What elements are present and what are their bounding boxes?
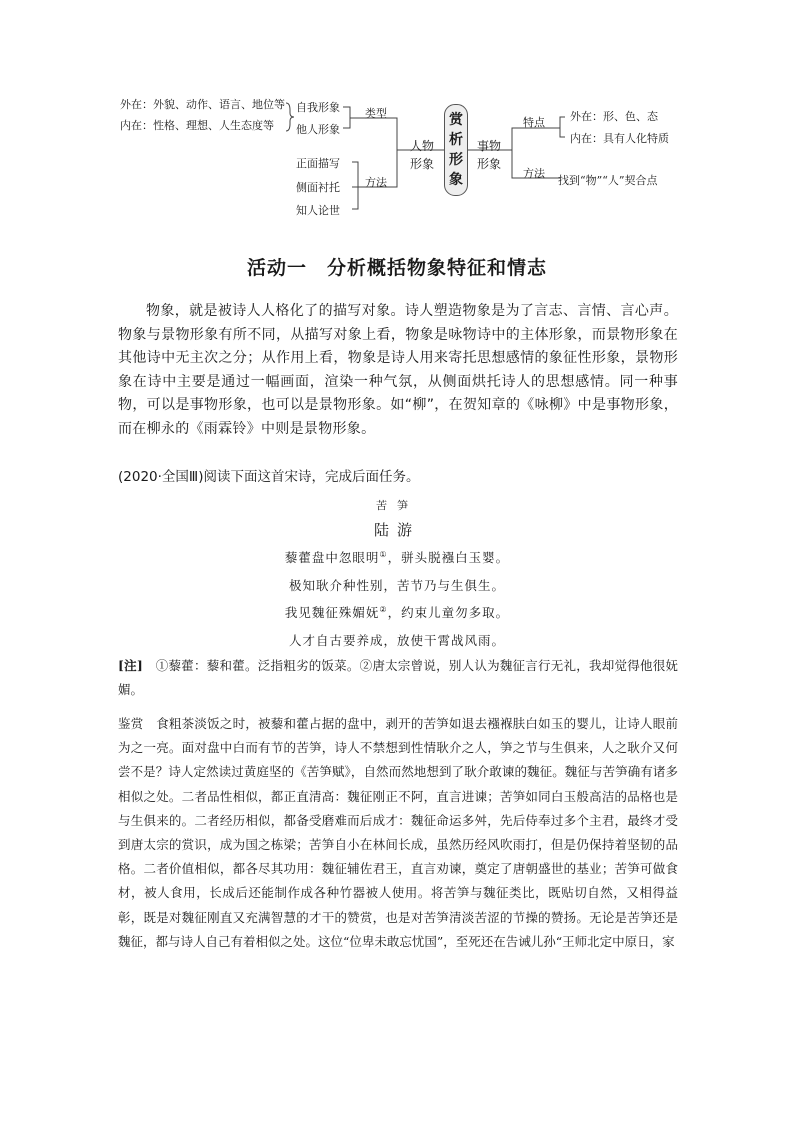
center-char: 赏 bbox=[449, 112, 463, 128]
footnote-mark: ① bbox=[379, 549, 388, 559]
inner-feature-label: 内在：具有人化特质 bbox=[570, 132, 669, 145]
thing-image-line1: 事物 bbox=[477, 139, 502, 153]
center-char: 象 bbox=[449, 172, 463, 188]
side-contrast-label: 侧面衬托 bbox=[296, 181, 340, 194]
method-label-left: 方法 bbox=[365, 176, 387, 189]
center-char: 析 bbox=[449, 132, 463, 148]
left-outer-desc: 外在：外貌、动作、语言、地位等 bbox=[120, 98, 285, 111]
poem-line: 藜藿盘中忽眼明①，骈头脱襁白玉婴。 bbox=[284, 549, 510, 565]
center-char: 形 bbox=[449, 152, 463, 168]
poem-line: 我见魏征殊媚妩②，约束儿童勿多取。 bbox=[284, 604, 510, 620]
poem-line: 极知耿介种性别，苦节乃与生俱生。 bbox=[288, 578, 505, 593]
direct-desc-label: 正面描写 bbox=[296, 157, 340, 170]
type-label: 类型 bbox=[365, 107, 387, 120]
section-title: 活动一 分析概括物象特征和情志 bbox=[246, 257, 547, 279]
left-brace bbox=[286, 103, 294, 131]
poem-author: 陆游 bbox=[373, 521, 420, 539]
appreciation-block bbox=[118, 712, 678, 954]
footnote-mark: ② bbox=[379, 604, 388, 614]
method-label-right: 方法 bbox=[523, 167, 545, 180]
feature-label: 特点 bbox=[523, 116, 545, 129]
other-image-label: 他人形象 bbox=[296, 123, 340, 136]
outer-feature-label: 外在：形、色、态 bbox=[570, 110, 658, 123]
bracket-type bbox=[343, 107, 350, 128]
thing-image-line2: 形象 bbox=[477, 157, 502, 171]
person-image-line2: 形象 bbox=[410, 157, 435, 171]
center-node-analyze-image bbox=[444, 104, 468, 196]
note-text: ①藜藿：藜和藿。泛指粗劣的饭菜。②唐太宗曾说，别人认为魏征言行无礼，我却觉得他很妩媚。 bbox=[118, 658, 678, 697]
intro-paragraph: 物象，就是被诗人人格化了的描写对象。诗人塑造物象是为了言志、言情、言心声。物象与景物形象有所不同，从描写对象上看，物象是咏物诗中的主体形象，而景物形象在其他诗中无主次之分；从作用上看，物象是诗人用来寄托思想感情的象征性形象，景物形象在诗中主要是通过一幅画面，渲染一种气氛，从侧面烘托诗人的思想感情。同一种事物，可以是事物形象，也可以是景物形象。如“柳”，在贺知章的《咏柳》中是事物形象，而在柳永的《雨霖铃》中则是景物形象。 bbox=[118, 303, 678, 437]
know-person-label: 知人论世 bbox=[296, 204, 340, 217]
left-inner-desc: 内在：性格、理想、人生态度等 bbox=[120, 119, 274, 132]
note-label: [注] bbox=[118, 658, 143, 673]
source-line: (2020·全国Ⅲ)阅读下面这首宋诗，完成后面任务。 bbox=[118, 469, 420, 485]
poem-line: 人才自古要养成，放使干霄战风雨。 bbox=[288, 633, 505, 648]
appreciation-text: 食粗茶淡饭之时，被藜和藿占据的盘中，剥开的苦笋如退去襁褓肤白如玉的婴儿，让诗人眼前为之一亮。面对盘中白而有节的苦笋，诗人不禁想到性情耿介之人，笋之节与生俱来，人之耿介又何尝不是？诗人定然读过黄庭坚的《苦笋赋》，自然而然地想到了耿介敢谏的魏征。魏征与苦笋确有诸多相似之处。二者品性相似，都正直清高：魏征刚正不阿，直言进谏；苦笋如同白玉般高洁的品格也是与生俱来的。二者经历相似，都备受磨难而后成才：魏征命运多舛，先后侍奉过多个主君，最终才受到唐太宗的赏识，成为国之栋梁；苦笋自小在林间长成，虽然历经风吹雨打，但是仍保持着坚韧的品格。二者价值相似，都各尽其功用：魏征辅佐君王，直言劝谏，奠定了唐朝盛世的基业；苦笋可做食材，被人食用，长成后还能制作成各种竹器被人使用。将苦笋与魏征类比，既贴切自然，又相得益彰，既是对魏征刚直又充满智慧的才干的赞赏，也是对苦笋清淡苦涩的节操的赞扬。无论是苦笋还是魏征，都与诗人自己有着相似之处。这位“位卑未敢忘忧国”，至死还在告诫儿孙“王师北定中原日，家 bbox=[118, 716, 678, 949]
self-image-label: 自我形象 bbox=[296, 101, 340, 114]
poem-title: 苦笋 bbox=[376, 499, 418, 512]
appreciation-label: 鉴赏 bbox=[118, 716, 144, 731]
person-image-line1: 人物 bbox=[410, 139, 435, 153]
footnote-block bbox=[118, 654, 678, 702]
find-point-label: 找到“物”“人”契合点 bbox=[558, 174, 658, 187]
